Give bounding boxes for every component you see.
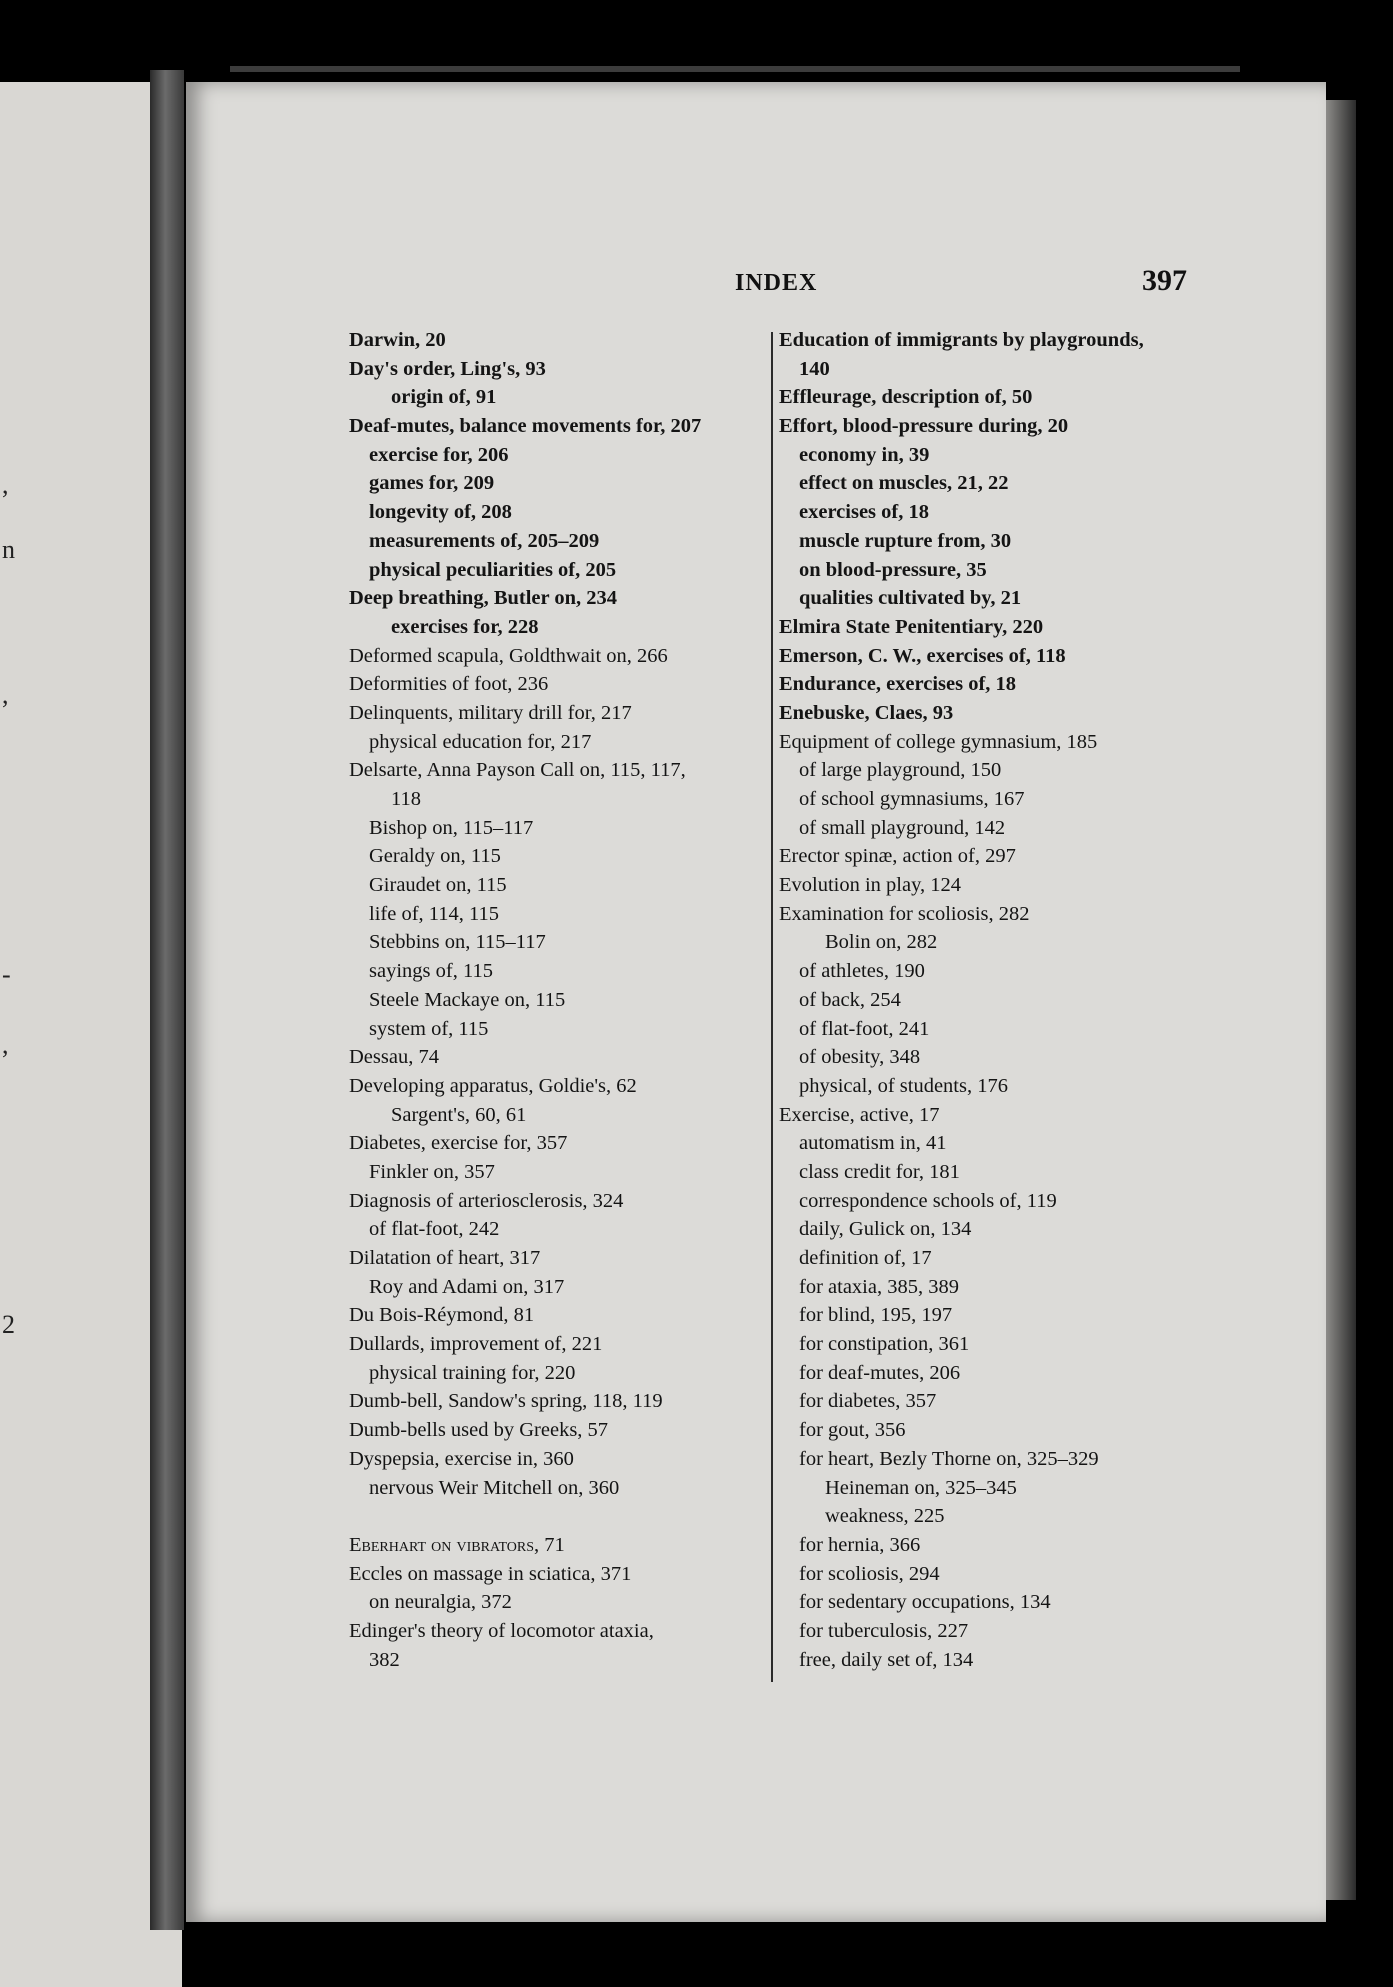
index-entry: Developing apparatus, Goldie's, 62: [349, 1074, 637, 1097]
index-entry: of athletes, 190: [799, 960, 925, 983]
index-entry: Effort, blood-pressure during, 20: [779, 415, 1069, 438]
index-entry: Erector spinæ, action of, 297: [779, 845, 1016, 868]
index-entry: Finkler on, 357: [369, 1160, 495, 1183]
index-entry: Equipment of college gymnasium, 185: [779, 730, 1098, 753]
index-entry: Day's order, Ling's, 93: [349, 357, 546, 380]
index-entry: Exercise, active, 17: [779, 1103, 940, 1126]
index-entry: Dumb-bells used by Greeks, 57: [349, 1419, 609, 1442]
index-entry: 118: [391, 788, 421, 810]
index-entry: of small playground, 142: [799, 816, 1006, 839]
index-entry: of back, 254: [799, 988, 901, 1011]
index-entry: Endurance, exercises of, 18: [779, 673, 1017, 696]
index-entry: life of, 114, 115: [369, 902, 499, 925]
index-entry: on blood-pressure, 35: [799, 558, 987, 581]
index-entry: for tuberculosis, 227: [799, 1619, 969, 1642]
index-entry: 382: [369, 1648, 400, 1671]
index-entry: definition of, 17: [799, 1247, 932, 1269]
index-entry: origin of, 91: [391, 386, 497, 409]
page-top-edge: [230, 66, 1240, 72]
index-entry: Deep breathing, Butler on, 234: [349, 587, 618, 610]
index-entry: economy in, 39: [799, 443, 930, 466]
index-entry: Education of immigrants by playgrounds,: [779, 329, 1144, 351]
index-entry: Giraudet on, 115: [369, 874, 507, 897]
index-entry: Delinquents, military drill for, 217: [349, 701, 632, 724]
index-entry: Examination for scoliosis, 282: [779, 902, 1030, 925]
index-entry: Eccles on massage in sciatica, 371: [349, 1562, 632, 1585]
index-column-right: [779, 326, 1199, 1674]
index-entry: free, daily set of, 134: [799, 1648, 974, 1671]
index-entry: Deformed scapula, Goldthwait on, 266: [349, 644, 668, 667]
facing-page-mark: n: [2, 535, 15, 564]
index-entry: exercises for, 228: [391, 615, 539, 638]
index-entry: Darwin, 20: [349, 329, 446, 351]
index-entry: class credit for, 181: [799, 1160, 960, 1183]
index-entry: Dullards, improvement of, 221: [349, 1333, 603, 1356]
index-column-left: [349, 326, 759, 1674]
facing-page-mark: -: [2, 960, 11, 989]
index-entry: Diagnosis of arteriosclerosis, 324: [349, 1189, 624, 1212]
index-entry: physical education for, 217: [369, 730, 592, 753]
index-entry: for blind, 195, 197: [799, 1304, 953, 1327]
index-entry: of flat-foot, 241: [799, 1017, 930, 1040]
index-entry: Dessau, 74: [349, 1046, 439, 1069]
index-entry: for constipation, 361: [799, 1333, 970, 1356]
index-entry: longevity of, 208: [369, 501, 512, 524]
index-entry: Evolution in play, 124: [779, 874, 962, 897]
index-entry: Edinger's theory of locomotor ataxia,: [349, 1619, 654, 1642]
header-title: INDEX: [735, 270, 818, 296]
index-entry: of obesity, 348: [799, 1046, 921, 1069]
index-entry: physical training for, 220: [369, 1361, 576, 1384]
index-entry: Delsarte, Anna Payson Call on, 115, 117,: [349, 759, 686, 782]
index-entry: Roy and Adami on, 317: [369, 1275, 565, 1298]
index-entry: system of, 115: [369, 1017, 489, 1040]
index-entry: Dilatation of heart, 317: [349, 1247, 541, 1269]
index-entry: of flat-foot, 242: [369, 1218, 500, 1241]
index-entry: physical peculiarities of, 205: [369, 558, 617, 581]
index-entry: exercises of, 18: [799, 501, 929, 524]
index-entry: Deformities of foot, 236: [349, 673, 549, 696]
index-entry: automatism in, 41: [799, 1132, 947, 1155]
index-entry: for heart, Bezly Thorne on, 325–329: [799, 1447, 1099, 1470]
facing-page-mark: 2: [2, 1310, 15, 1339]
index-entry: for gout, 356: [799, 1419, 906, 1442]
index-entry: daily, Gulick on, 134: [799, 1218, 972, 1241]
index-entry: Emerson, C. W., exercises of, 118: [779, 644, 1066, 667]
index-entry: Stebbins on, 115–117: [369, 931, 546, 954]
index-entry: on neuralgia, 372: [369, 1591, 512, 1614]
index-entry: for diabetes, 357: [799, 1390, 937, 1413]
index-entry: weakness, 225: [825, 1505, 945, 1528]
facing-page-mark: ,: [2, 1030, 9, 1059]
index-entry: Bishop on, 115–117: [369, 816, 534, 839]
index-entry: of large playground, 150: [799, 759, 1002, 782]
index-entry: for ataxia, 385, 389: [799, 1275, 959, 1298]
index-entry: Bolin on, 282: [825, 931, 938, 954]
index-entry: Enebuske, Claes, 93: [779, 701, 954, 724]
index-entry: Heineman on, 325–345: [825, 1476, 1017, 1499]
book-spine: [150, 70, 184, 1930]
index-entry: Diabetes, exercise for, 357: [349, 1132, 568, 1155]
column-divider: [771, 332, 773, 1682]
index-entry: correspondence schools of, 119: [799, 1189, 1057, 1212]
index-entry: Du Bois-Réymond, 81: [349, 1304, 535, 1327]
index-entry: games for, 209: [369, 472, 495, 495]
index-entry: 140: [799, 357, 830, 380]
index-entry: of school gymnasiums, 167: [799, 788, 1025, 810]
running-header: [0, 264, 1393, 310]
index-entry: sayings of, 115: [369, 960, 493, 983]
page-number: 397: [1142, 264, 1187, 297]
index-entry: exercise for, 206: [369, 443, 509, 466]
index-entry: Eberhart on vibrators, 71: [349, 1533, 565, 1556]
index-entry: qualities cultivated by, 21: [799, 587, 1022, 610]
index-entry: nervous Weir Mitchell on, 360: [369, 1476, 620, 1499]
index-entry: for scoliosis, 294: [799, 1562, 940, 1585]
index-entry: physical, of students, 176: [799, 1074, 1008, 1097]
index-entry: for sedentary occupations, 134: [799, 1591, 1051, 1614]
index-entry: Deaf-mutes, balance movements for, 207: [349, 415, 702, 438]
index-entry: Effleurage, description of, 50: [779, 386, 1033, 409]
index-entry: for deaf-mutes, 206: [799, 1361, 961, 1384]
index-entry: Dyspepsia, exercise in, 360: [349, 1447, 574, 1470]
index-entry: Dumb-bell, Sandow's spring, 118, 119: [349, 1390, 663, 1413]
index-entry: measurements of, 205–209: [369, 529, 600, 552]
index-entry: Geraldy on, 115: [369, 845, 501, 868]
index-entry: for hernia, 366: [799, 1533, 921, 1556]
index-entry: [349, 1502, 759, 1531]
index-entry: Sargent's, 60, 61: [391, 1103, 527, 1126]
facing-page-mark: ,: [2, 680, 9, 709]
index-entry: effect on muscles, 21, 22: [799, 472, 1009, 495]
page-right-edge: [1326, 100, 1356, 1900]
index-entry: Elmira State Penitentiary, 220: [779, 615, 1044, 638]
index-entry: Steele Mackaye on, 115: [369, 988, 566, 1011]
index-entry: muscle rupture from, 30: [799, 529, 1012, 552]
facing-page-mark: ,: [2, 470, 9, 499]
